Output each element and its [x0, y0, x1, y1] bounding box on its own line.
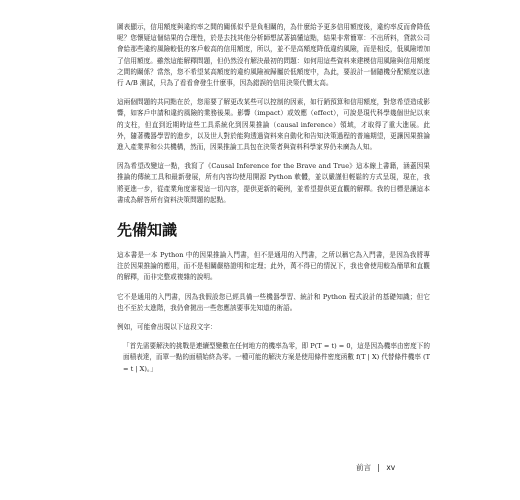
- page-body: [117, 22, 430, 383]
- example-quote: 「首先需要解決的挑戰是連續型變數在任何地方的機率為零，即 P(T = t) = 0，這是因為機率由密度下的面積表達，而單一點的面積始終為零。一種可能的解決方案是使用條件密度函數 f(T | X) 代替條件機率 (T = t | X)。」: [123, 342, 430, 373]
- prereq-paragraph-1: 這本書是一本 Python 中的因果推論入門書，但不是通用的入門書，之所以稱它為入門書，是因為我將專注於因果推論的應用，而不是相關嚴格證明和定理；此外，萬不得已的情況下，我也會使用較為簡單和直觀的解釋，而非完整或複雜的說明。: [117, 251, 430, 282]
- prereq-paragraph-2: 它不是通用的入門書，因為我假設您已經具備一些機器學習、統計和 Python 程式設計的基礎知識；但它也不至於太進階，我仍會拋出一些您應該要事先知道的術語。: [117, 292, 430, 312]
- intro-paragraph-3: 因為希望改變這一點，我寫了《Causal Inference for the Brave and True》這本線上書籍，涵蓋因果推論的傳統工具和最新發展，所有內容均使用開源 Python 軟體，並以嚴謹但輕鬆的方式呈現，現在，我將更進一步，從產業角度審視這一切內容，提供更新的範例，並希望提供更直觀的解釋。我的目標是讓這本書成為解答所有資料決策問題的起點。: [117, 162, 430, 204]
- intro-paragraph-2: 這兩個問題的共同點在於，您需要了解更改某些可以控制的因素，如行銷預算和信用額度，對您希望造成影響，如客戶申請和違約風險的業務後果。影響（impact）或效應（effect），可說是現代科學幾個世紀以來的支柱，但直到近期時這些工具系統化到因果推論（causal inference）領域，才取得了重大進展。此外，隨著機器學習的進步，以及世人對於能夠透過資料來自動化和告知決策過程的普遍期望，更讓因果推論進入產業界和公共機構，然而，因果推論工具包在決策者與資料科學家界仍未廣為人知。: [117, 98, 430, 152]
- footer-separator: |: [377, 463, 380, 472]
- intro-paragraph-1: 圖表顯示，信用額度與違約率之間的關係似乎是負相關的，為什麼給予更多信用額度後，違約率反而會降低呢？您懷疑這個結果的合理性，於是去找其他分析師想試著搞懂這點，結果非常簡單：不出所料，貸款公司會給那些違約風險較低的客戶較高的信用額度，所以，並不是高額度降低違約風險，而是相反，低風險增加了信用額度。雖然這能解釋問題，但仍然沒有解決最初的問題：如何用這些資料來建模信用風險與信用額度之間的關係？當然，您不希望某高額度的違約風險被歸屬於低額度中，為此，要設計一個隨機分配額度以進行 A/B 測試，只為了看看會發生什麼事，因為錯誤的信用決策代價太高。: [117, 23, 430, 88]
- prereq-paragraph-3: 例如，可能會出現以下這段文字：: [117, 323, 217, 332]
- page-footer: [356, 462, 395, 473]
- page-number: xv: [386, 463, 396, 472]
- section-heading-prerequisites: 先備知識: [117, 221, 178, 240]
- footer-label: 前言: [356, 463, 371, 472]
